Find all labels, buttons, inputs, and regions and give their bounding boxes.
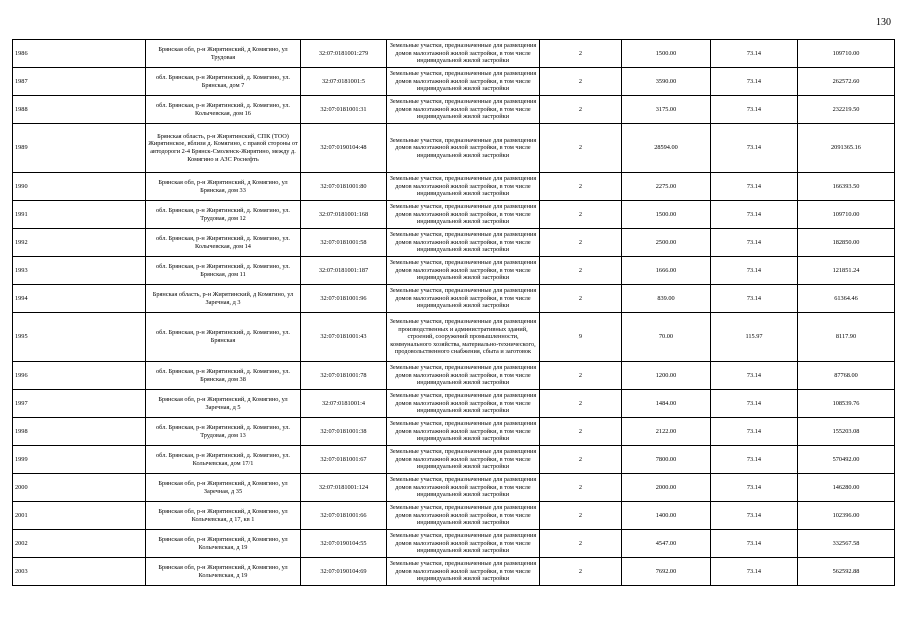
land-use-cell: Земельные участки, предназначенные для размещения домов малоэтажной жилой застройки, в том числе индивидуальной жилой застройки <box>387 201 540 229</box>
cadastral-number-cell: 32:07:0181001:124 <box>301 474 387 502</box>
row-number: 1989 <box>13 124 146 173</box>
area-cell: 7800.00 <box>622 446 711 474</box>
area-cell: 1500.00 <box>622 201 711 229</box>
category-cell: 2 <box>540 362 622 390</box>
area-cell: 2000.00 <box>622 474 711 502</box>
row-number: 2000 <box>13 474 146 502</box>
cadastral-value-cell: 121851.24 <box>798 257 895 285</box>
land-use-cell: Земельные участки, предназначенные для размещения домов малоэтажной жилой застройки, в том числе индивидуальной жилой застройки <box>387 257 540 285</box>
row-number: 1987 <box>13 68 146 96</box>
table-row <box>13 257 895 285</box>
land-use-cell: Земельные участки, предназначенные для размещения производственных и административных зданий, строений, сооружений промышленности, коммунального хозяйства, материально-технического, продовольственного снабжения, сбыта и заготовок <box>387 313 540 362</box>
address-cell: обл. Брянская, р-н Жирятинский, д. Комягино, ул. Брянская <box>146 313 301 362</box>
cadastral-number-cell: 32:07:0181001:187 <box>301 257 387 285</box>
category-cell: 2 <box>540 229 622 257</box>
area-cell: 4547.00 <box>622 530 711 558</box>
rate-cell: 73.14 <box>711 96 798 124</box>
category-cell: 2 <box>540 285 622 313</box>
cadastral-value-cell: 155203.08 <box>798 418 895 446</box>
land-use-cell: Земельные участки, предназначенные для размещения домов малоэтажной жилой застройки, в том числе индивидуальной жилой застройки <box>387 558 540 586</box>
address-cell: Брянская обл, р-н Жирятинский, д Комягино, ул Брянская, дом 33 <box>146 173 301 201</box>
category-cell: 2 <box>540 530 622 558</box>
cadastral-number-cell: 32:07:0181001:5 <box>301 68 387 96</box>
cadastral-number-cell: 32:07:0181001:67 <box>301 446 387 474</box>
category-cell: 2 <box>540 68 622 96</box>
row-number: 1998 <box>13 418 146 446</box>
category-cell: 2 <box>540 257 622 285</box>
cadastral-number-cell: 32:07:0181001:43 <box>301 313 387 362</box>
cadastral-number-cell: 32:07:0181001:38 <box>301 418 387 446</box>
area-cell: 1500.00 <box>622 40 711 68</box>
category-cell: 9 <box>540 313 622 362</box>
row-number: 1996 <box>13 362 146 390</box>
table-row <box>13 68 895 96</box>
rate-cell: 73.14 <box>711 558 798 586</box>
row-number: 1991 <box>13 201 146 229</box>
row-number: 1994 <box>13 285 146 313</box>
rate-cell: 73.14 <box>711 40 798 68</box>
area-cell: 1400.00 <box>622 502 711 530</box>
category-cell: 2 <box>540 173 622 201</box>
land-use-cell: Земельные участки, предназначенные для размещения домов малоэтажной жилой застройки, в том числе индивидуальной жилой застройки <box>387 446 540 474</box>
row-number: 1990 <box>13 173 146 201</box>
area-cell: 1484.00 <box>622 390 711 418</box>
row-number: 1999 <box>13 446 146 474</box>
cadastral-number-cell: 32:07:0181001:80 <box>301 173 387 201</box>
cadastral-number-cell: 32:07:0181001:66 <box>301 502 387 530</box>
rate-cell: 73.14 <box>711 285 798 313</box>
rate-cell: 73.14 <box>711 474 798 502</box>
cadastral-value-cell: 262572.60 <box>798 68 895 96</box>
address-cell: обл. Брянская, р-н Жирятинский, д. Комягино, ул. Трудовая, дом 13 <box>146 418 301 446</box>
land-use-cell: Земельные участки, предназначенные для размещения домов малоэтажной жилой застройки, в том числе индивидуальной жилой застройки <box>387 96 540 124</box>
area-cell: 2275.00 <box>622 173 711 201</box>
address-cell: обл. Брянская, р-н Жирятинский, д. Комягино, ул. Колычевская, дом 17/1 <box>146 446 301 474</box>
table-row <box>13 418 895 446</box>
land-use-cell: Земельные участки, предназначенные для размещения домов малоэтажной жилой застройки, в том числе индивидуальной жилой застройки <box>387 229 540 257</box>
cadastral-value-cell: 332567.58 <box>798 530 895 558</box>
land-use-cell: Земельные участки, предназначенные для размещения домов малоэтажной жилой застройки, в том числе индивидуальной жилой застройки <box>387 173 540 201</box>
area-cell: 1666.00 <box>622 257 711 285</box>
table-row <box>13 313 895 362</box>
cadastral-value-cell: 8117.90 <box>798 313 895 362</box>
table-row <box>13 285 895 313</box>
row-number: 1992 <box>13 229 146 257</box>
cadastral-number-cell: 32:07:0181001:4 <box>301 390 387 418</box>
row-number: 1988 <box>13 96 146 124</box>
cadastral-value-cell: 87768.00 <box>798 362 895 390</box>
address-cell: обл. Брянская, р-н Жирятинский, д. Комягино, ул. Брянская, дом 11 <box>146 257 301 285</box>
cadastral-value-cell: 166393.50 <box>798 173 895 201</box>
category-cell: 2 <box>540 558 622 586</box>
table-row <box>13 40 895 68</box>
rate-cell: 73.14 <box>711 390 798 418</box>
address-cell: Брянская область, р-н Жирятинский, СПК (ТОО) Жирятинское, вблизи д. Комягино, с правой стороны от автодороги 2-4 Брянск-Смоленск-Жирятино, между д. Комягино и АЗС Роснефть <box>146 124 301 173</box>
area-cell: 2122.00 <box>622 418 711 446</box>
address-cell: Брянская обл, р-н Жирятинский, д Комягино, ул Трудовая <box>146 40 301 68</box>
table-row <box>13 530 895 558</box>
address-cell: обл. Брянская, р-н Жирятинский, д. Комягино, ул. Брянская, дом 38 <box>146 362 301 390</box>
page-number: 130 <box>876 17 891 28</box>
cadastral-value-cell: 146280.00 <box>798 474 895 502</box>
area-cell: 28594.00 <box>622 124 711 173</box>
land-use-cell: Земельные участки, предназначенные для размещения домов малоэтажной жилой застройки, в том числе индивидуальной жилой застройки <box>387 390 540 418</box>
cadastral-number-cell: 32:07:0181001:58 <box>301 229 387 257</box>
address-cell: Брянская обл, р-н Жирятинский, д Комягино, ул Колычевская, д 17, кв 1 <box>146 502 301 530</box>
cadastral-number-cell: 32:07:0190104:69 <box>301 558 387 586</box>
address-cell: обл. Брянская, р-н Жирятинский, д. Комягино, ул. Брянская, дом 7 <box>146 68 301 96</box>
row-number: 1986 <box>13 40 146 68</box>
category-cell: 2 <box>540 96 622 124</box>
category-cell: 2 <box>540 201 622 229</box>
rate-cell: 73.14 <box>711 229 798 257</box>
cadastral-number-cell: 32:07:0181001:168 <box>301 201 387 229</box>
category-cell: 2 <box>540 446 622 474</box>
cadastral-number-cell: 32:07:0181001:78 <box>301 362 387 390</box>
land-use-cell: Земельные участки, предназначенные для размещения домов малоэтажной жилой застройки, в том числе индивидуальной жилой застройки <box>387 502 540 530</box>
cadastral-number-cell: 32:07:0190104:55 <box>301 530 387 558</box>
table-row <box>13 362 895 390</box>
area-cell: 1200.00 <box>622 362 711 390</box>
address-cell: Брянская обл, р-н Жирятинский, д Комягино, ул Колычевская, д 19 <box>146 530 301 558</box>
table-row <box>13 96 895 124</box>
category-cell: 2 <box>540 474 622 502</box>
rate-cell: 73.14 <box>711 173 798 201</box>
rate-cell: 73.14 <box>711 257 798 285</box>
table-row <box>13 446 895 474</box>
row-number: 2002 <box>13 530 146 558</box>
cadastral-value-cell: 2091365.16 <box>798 124 895 173</box>
address-cell: Брянская область, р-н Жирятинский, д Комягино, ул Заречная, д 3 <box>146 285 301 313</box>
area-cell: 70.00 <box>622 313 711 362</box>
area-cell: 839.00 <box>622 285 711 313</box>
cadastral-value-cell: 61364.46 <box>798 285 895 313</box>
category-cell: 2 <box>540 418 622 446</box>
rate-cell: 73.14 <box>711 68 798 96</box>
cadastral-number-cell: 32:07:0181001:96 <box>301 285 387 313</box>
area-cell: 3590.00 <box>622 68 711 96</box>
area-cell: 7692.00 <box>622 558 711 586</box>
address-cell: Брянская обл, р-н Жирятинский, д Комягино, ул Колычевская, д 19 <box>146 558 301 586</box>
area-cell: 3175.00 <box>622 96 711 124</box>
cadastral-value-cell: 102396.00 <box>798 502 895 530</box>
land-use-cell: Земельные участки, предназначенные для размещения домов малоэтажной жилой застройки, в том числе индивидуальной жилой застройки <box>387 362 540 390</box>
category-cell: 2 <box>540 124 622 173</box>
land-use-cell: Земельные участки, предназначенные для размещения домов малоэтажной жилой застройки, в том числе индивидуальной жилой застройки <box>387 124 540 173</box>
table-row <box>13 229 895 257</box>
cadastral-value-cell: 109710.00 <box>798 201 895 229</box>
table-row <box>13 502 895 530</box>
table-row <box>13 201 895 229</box>
address-cell: Брянская обл, р-н Жирятинский, д Комягино, ул Заречная, д 35 <box>146 474 301 502</box>
row-number: 2003 <box>13 558 146 586</box>
table-row <box>13 474 895 502</box>
rate-cell: 73.14 <box>711 530 798 558</box>
rate-cell: 73.14 <box>711 201 798 229</box>
land-valuation-table <box>12 39 895 586</box>
cadastral-value-cell: 182850.00 <box>798 229 895 257</box>
rate-cell: 73.14 <box>711 446 798 474</box>
address-cell: Брянская обл, р-н Жирятинский, д Комягино, ул Заречная, д 5 <box>146 390 301 418</box>
cadastral-value-cell: 570492.00 <box>798 446 895 474</box>
table-row <box>13 558 895 586</box>
rate-cell: 73.14 <box>711 362 798 390</box>
rate-cell: 73.14 <box>711 418 798 446</box>
cadastral-number-cell: 32:07:0181001:31 <box>301 96 387 124</box>
cadastral-value-cell: 108539.76 <box>798 390 895 418</box>
table-row <box>13 124 895 173</box>
land-use-cell: Земельные участки, предназначенные для размещения домов малоэтажной жилой застройки, в том числе индивидуальной жилой застройки <box>387 474 540 502</box>
address-cell: обл. Брянская, р-н Жирятинский, д. Комягино, ул. Трудовая, дом 12 <box>146 201 301 229</box>
category-cell: 2 <box>540 390 622 418</box>
address-cell: обл. Брянская, р-н Жирятинский, д. Комягино, ул. Колычевская, дом 16 <box>146 96 301 124</box>
cadastral-value-cell: 109710.00 <box>798 40 895 68</box>
cadastral-value-cell: 232219.50 <box>798 96 895 124</box>
row-number: 2001 <box>13 502 146 530</box>
cadastral-number-cell: 32:07:0190104:48 <box>301 124 387 173</box>
rate-cell: 73.14 <box>711 124 798 173</box>
row-number: 1997 <box>13 390 146 418</box>
row-number: 1995 <box>13 313 146 362</box>
table-row <box>13 173 895 201</box>
area-cell: 2500.00 <box>622 229 711 257</box>
address-cell: обл. Брянская, р-н Жирятинский, д. Комягино, ул. Колычевская, дом 14 <box>146 229 301 257</box>
land-use-cell: Земельные участки, предназначенные для размещения домов малоэтажной жилой застройки, в том числе индивидуальной жилой застройки <box>387 68 540 96</box>
table-row <box>13 390 895 418</box>
land-use-cell: Земельные участки, предназначенные для размещения домов малоэтажной жилой застройки, в том числе индивидуальной жилой застройки <box>387 530 540 558</box>
land-use-cell: Земельные участки, предназначенные для размещения домов малоэтажной жилой застройки, в том числе индивидуальной жилой застройки <box>387 40 540 68</box>
category-cell: 2 <box>540 40 622 68</box>
cadastral-number-cell: 32:07:0181001:279 <box>301 40 387 68</box>
cadastral-value-cell: 562592.88 <box>798 558 895 586</box>
land-use-cell: Земельные участки, предназначенные для размещения домов малоэтажной жилой застройки, в том числе индивидуальной жилой застройки <box>387 418 540 446</box>
row-number: 1993 <box>13 257 146 285</box>
rate-cell: 73.14 <box>711 502 798 530</box>
rate-cell: 115.97 <box>711 313 798 362</box>
category-cell: 2 <box>540 502 622 530</box>
land-use-cell: Земельные участки, предназначенные для размещения домов малоэтажной жилой застройки, в том числе индивидуальной жилой застройки <box>387 285 540 313</box>
